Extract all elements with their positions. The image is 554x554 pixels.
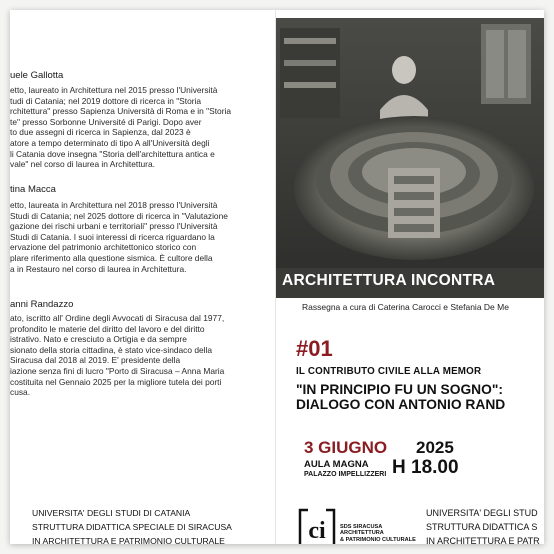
event-venue: AULA MAGNA bbox=[304, 459, 369, 470]
left-footer-university: UNIVERSITA' DEGLI STUDI DI CATANIA bbox=[32, 508, 191, 518]
bio-name-gallotta: uele Gallotta bbox=[10, 70, 64, 81]
sds-logo-text: SDS SIRACUSA ARCHITETTURA & PATRIMONIO CULTURALE bbox=[340, 524, 416, 543]
bio-text-randazzo: ato, iscritto all' Ordine degli Avvocati di Siracusa dal 1977, profondito le materie del diritto del lavoro e del diritto istrativo. Nato e cresciuto a Ortigia e da sempre sionato della storia cittadina, è stato vice-sindaco della Siracusa dal 2018 al 2019. E' presidente della iazione senza fini di lucro "Porto di Siracusa – Anna Maria costituita nel Gennaio 2025 per la migliore tutela dei porti cusa. bbox=[10, 313, 225, 398]
right-footer-university: UNIVERSITA' DEGLI STUD bbox=[426, 508, 538, 518]
bio-text-macca: etto, laureata in Architettura nel 2018 presso l'Università Studi di Catania; nel 2025 dottore di ricerca in "Valutazione gazione dei rischi urbani e territoriali" presso l'Università Studi di Catania. I suoi interessi di ricerca riguardano la ervazione del patrimonio architettonico storico con plare riferimento alla questione sismica. È cultore della a in Restauro nel corso di laurea in Architettura. bbox=[10, 200, 228, 274]
bio-name-randazzo: anni Randazzo bbox=[10, 299, 74, 310]
right-panel-event bbox=[276, 10, 544, 544]
bio-text-gallotta: etto, laureato in Architettura nel 2015 presso l'Università tudi di Catania; nel 2019 dottore di ricerca in "Storia rchitettura" presso Sapienza Università di Roma e in "Storia te" presso Sorbonne Université di Parigi. Dopo aver to due assegni di ricerca in Sapienza, dal 2023 è atore a tempo determinato di tipo A all'Università degli li Catania dove insegna "Storia dell'architettura antica e vale" nel corso di laurea in Architettura. bbox=[10, 85, 232, 170]
series-title: ARCHITETTURA INCONTRA bbox=[282, 272, 496, 289]
sds-logo-icon bbox=[298, 508, 336, 544]
episode-number: #01 bbox=[296, 336, 333, 361]
left-panel-bios bbox=[10, 10, 272, 544]
right-footer-department: IN ARCHITETTURA E PATR bbox=[426, 536, 540, 544]
event-venue-building: PALAZZO IMPELLIZZERI bbox=[304, 471, 387, 478]
episode-title-line2: DIALOGO CON ANTONIO RAND bbox=[296, 397, 506, 412]
event-date: 3 GIUGNO bbox=[304, 438, 388, 457]
curators-line: Rassegna a cura di Caterina Carocci e Stefania De Me bbox=[302, 302, 509, 312]
svg-text:ci: ci bbox=[308, 518, 326, 544]
brochure-sheet bbox=[10, 10, 544, 544]
episode-subtitle: IL CONTRIBUTO CIVILE ALLA MEMOR bbox=[296, 366, 482, 377]
episode-title-line1: "IN PRINCIPIO FU UN SOGNO": bbox=[296, 382, 504, 397]
event-year: 2025 bbox=[416, 438, 454, 457]
event-time: H 18.00 bbox=[392, 457, 459, 478]
left-footer-structure: STRUTTURA DIDATTICA SPECIALE DI SIRACUSA bbox=[32, 522, 232, 532]
left-footer-department: IN ARCHITETTURA E PATRIMONIO CULTURALE bbox=[32, 536, 225, 544]
bio-name-macca: tina Macca bbox=[10, 184, 56, 195]
right-footer-structure: STRUTTURA DIDATTICA S bbox=[426, 522, 538, 532]
model-photo bbox=[276, 18, 544, 298]
